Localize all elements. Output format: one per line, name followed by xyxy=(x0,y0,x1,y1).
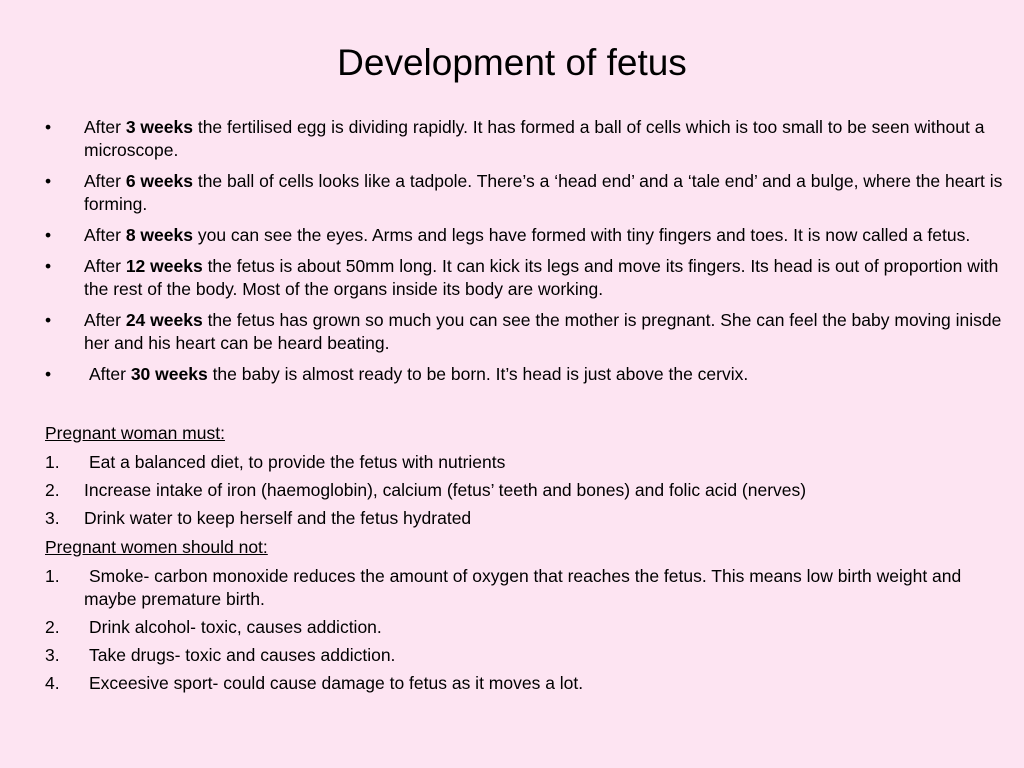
list-item-text: After 24 weeks the fetus has grown so much you can see the mother is pregnant. She can feel the baby moving inisde her and his heart can be heard beating. xyxy=(84,310,1002,353)
list-item-text: Drink alcohol- toxic, causes addiction. xyxy=(89,617,382,637)
list-item-text: Smoke- carbon monoxide reduces the amount of oxygen that reaches the fetus. This means low birth weight and maybe premature birth. xyxy=(84,566,962,609)
list-item xyxy=(45,616,1005,639)
should-not-list xyxy=(45,565,1005,695)
list-item xyxy=(45,479,1005,502)
list-item xyxy=(45,565,1005,611)
list-number: 3. xyxy=(45,645,60,665)
list-item xyxy=(45,363,1005,386)
list-item-text: Drink water to keep herself and the fetus hydrated xyxy=(84,508,472,528)
list-item xyxy=(45,507,1005,530)
list-item-text: Take drugs- toxic and causes addiction. xyxy=(89,645,396,665)
list-item xyxy=(45,224,1005,247)
bullet-icon: • xyxy=(45,256,52,276)
should-not-heading: Pregnant women should not: xyxy=(45,537,268,557)
must-heading: Pregnant woman must: xyxy=(45,423,225,443)
list-item-text: Increase intake of iron (haemoglobin), calcium (fetus’ teeth and bones) and folic acid (nerves) xyxy=(84,480,807,500)
list-number: 2. xyxy=(45,480,60,500)
weeks-label: 12 weeks xyxy=(125,256,203,276)
list-item xyxy=(45,672,1005,695)
weeks-label: 8 weeks xyxy=(125,225,193,245)
bullet-icon: • xyxy=(45,117,52,137)
list-item xyxy=(45,170,1005,216)
bullet-icon: • xyxy=(45,310,52,330)
weeks-label: 3 weeks xyxy=(125,117,193,137)
list-item-text: After 12 weeks the fetus is about 50mm long. It can kick its legs and move its fingers. Its head is out of proportion with the rest of the body. Most of the organs inside its body are working. xyxy=(84,256,999,299)
list-number: 1. xyxy=(45,566,60,586)
list-item-text: After 6 weeks the ball of cells looks like a tadpole. There’s a ‘head end’ and a ‘tale end’ and a bulge, where the heart is forming. xyxy=(84,171,1003,214)
list-item xyxy=(45,309,1005,355)
list-item xyxy=(45,644,1005,667)
bullet-icon: • xyxy=(45,171,52,191)
weeks-label: 6 weeks xyxy=(125,171,193,191)
weeks-label: 30 weeks xyxy=(130,364,208,384)
page-title: Development of fetus xyxy=(337,42,687,83)
list-item xyxy=(45,451,1005,474)
list-item xyxy=(45,116,1005,162)
slide-body xyxy=(45,116,1005,701)
list-item-text: Eat a balanced diet, to provide the fetus with nutrients xyxy=(89,452,506,472)
list-number: 4. xyxy=(45,673,60,693)
bullet-icon: • xyxy=(45,364,52,384)
list-number: 3. xyxy=(45,508,60,528)
development-list xyxy=(45,116,1005,386)
list-number: 1. xyxy=(45,452,60,472)
list-item-text: Exceesive sport- could cause damage to fetus as it moves a lot. xyxy=(89,673,584,693)
bullet-icon: • xyxy=(45,225,52,245)
list-item xyxy=(45,255,1005,301)
list-item-text: After 3 weeks the fertilised egg is dividing rapidly. It has formed a ball of cells which is too small to be seen without a microscope. xyxy=(84,117,985,160)
list-item-text: After 30 weeks the baby is almost ready to be born. It’s head is just above the cervix. xyxy=(89,364,749,384)
list-number: 2. xyxy=(45,617,60,637)
list-item-text: After 8 weeks you can see the eyes. Arms and legs have formed with tiny fingers and toes. It is now called a fetus. xyxy=(84,225,971,245)
must-list xyxy=(45,451,1005,530)
weeks-label: 24 weeks xyxy=(125,310,203,330)
